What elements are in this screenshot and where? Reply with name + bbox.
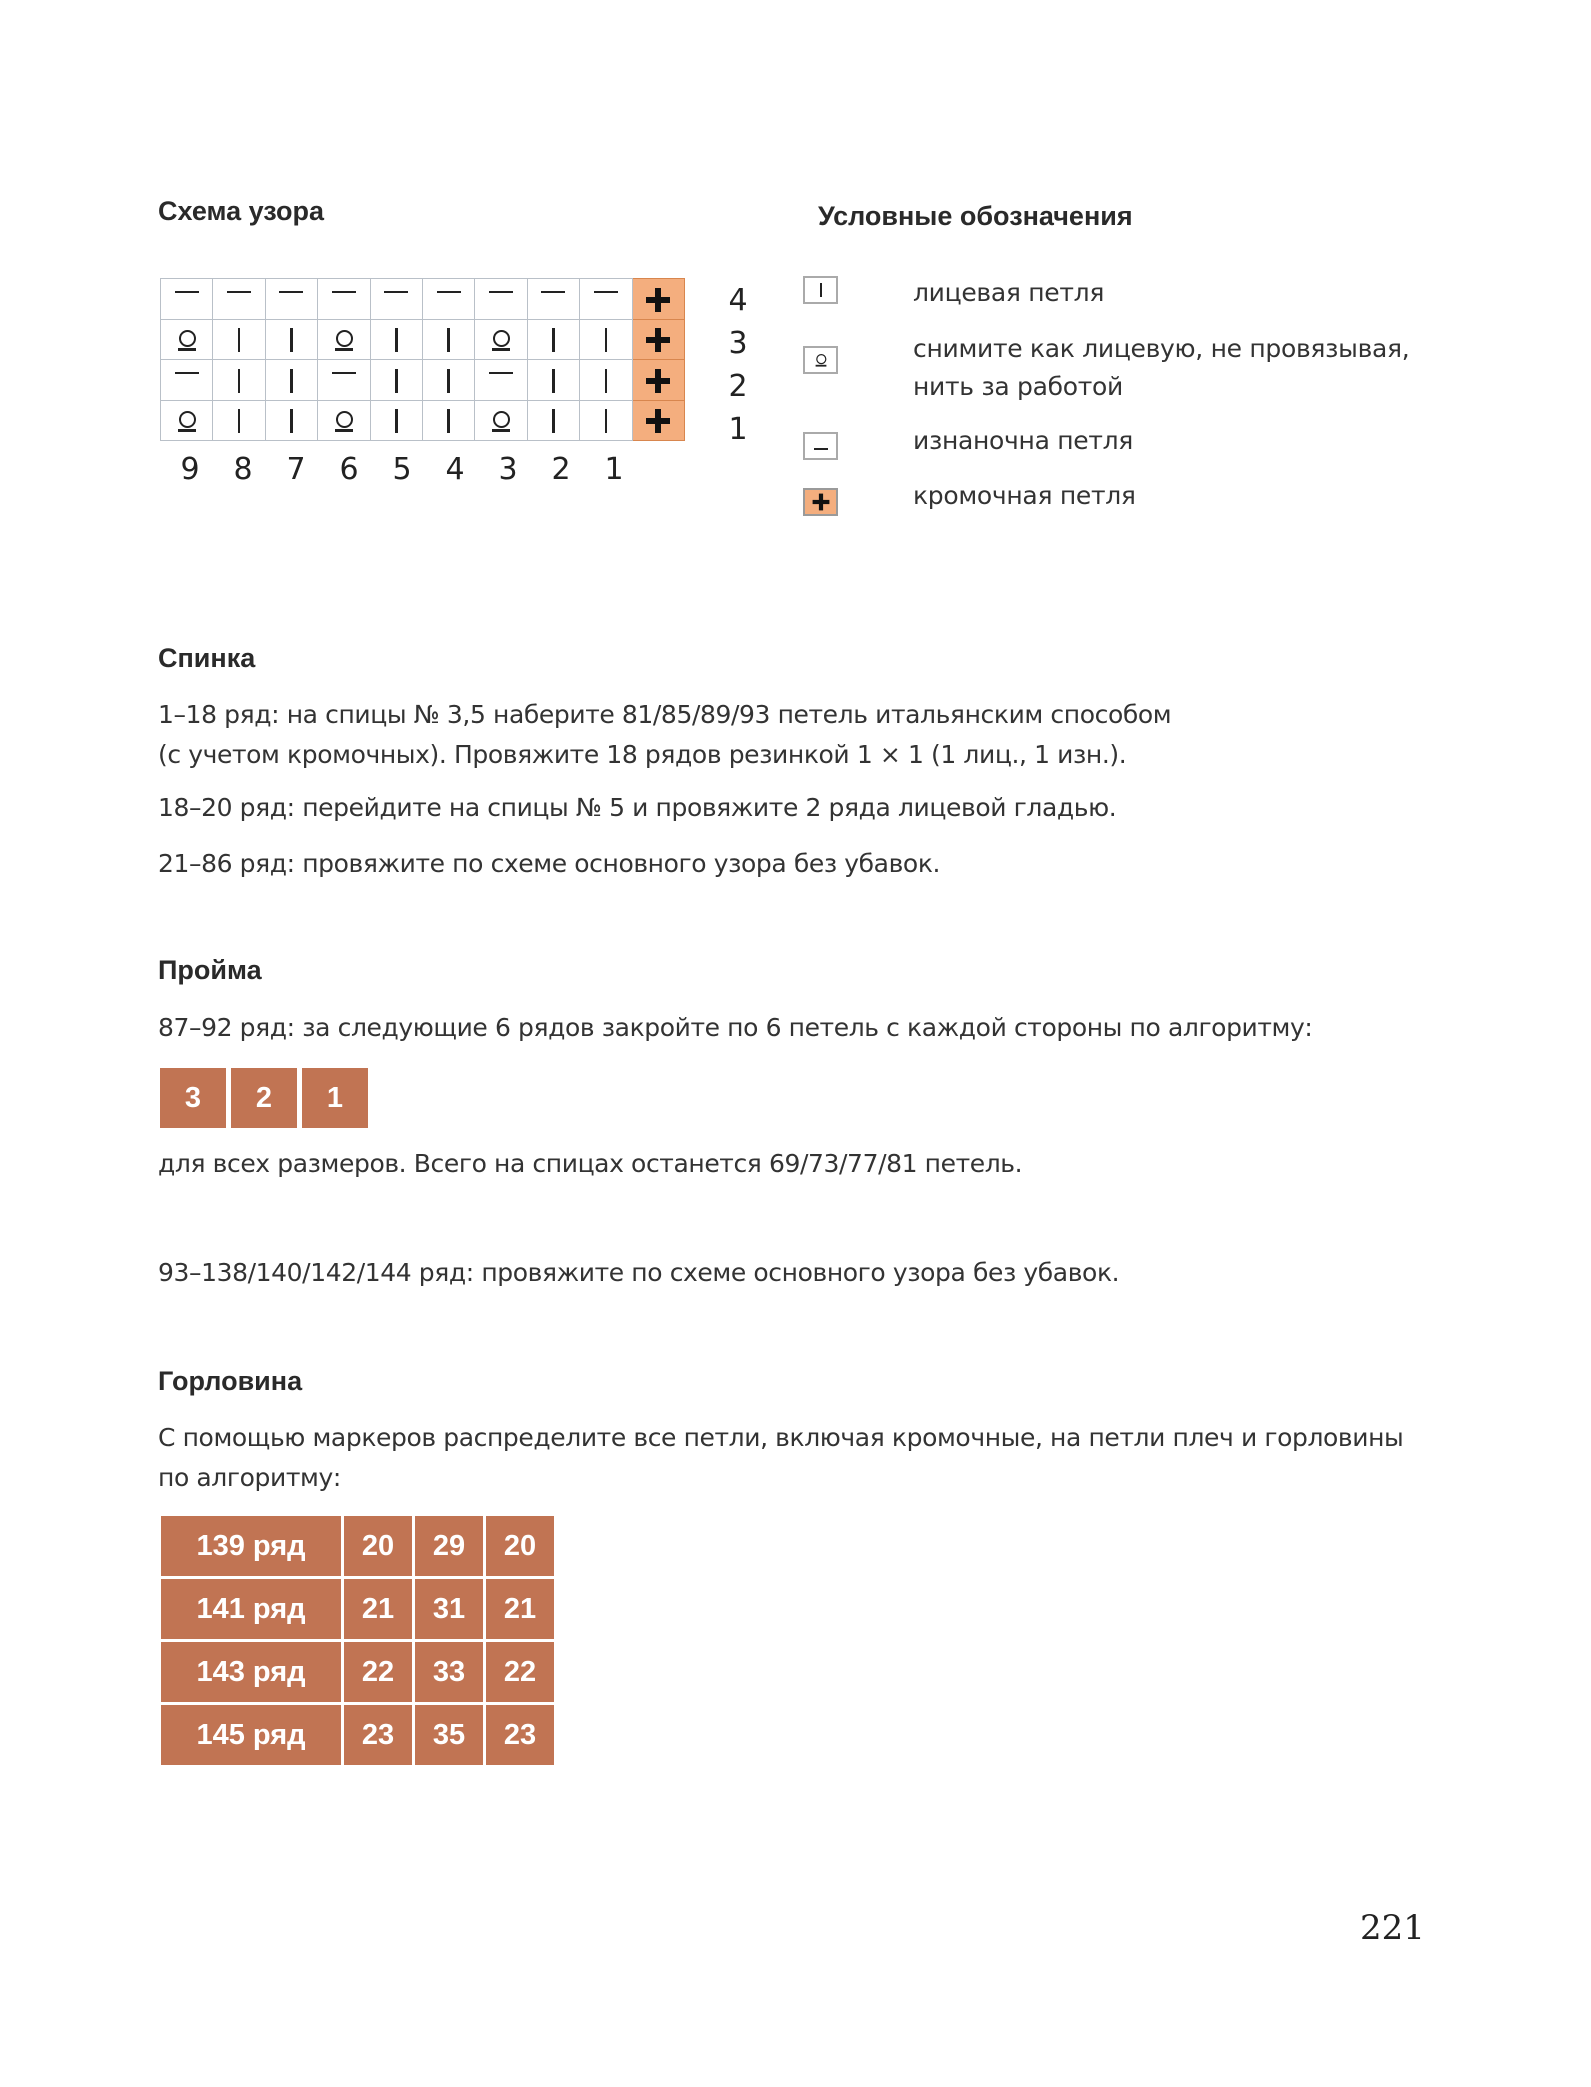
purl-stitch-icon	[489, 372, 513, 375]
slip-stitch-cell	[161, 319, 213, 360]
purl-stitch-cell	[475, 360, 527, 401]
armhole-paragraph-3: 93–138/140/142/144 ряд: провяжите по схеме основного узора без убавок.	[158, 1258, 1120, 1287]
table-cell: 21	[486, 1579, 554, 1639]
edge-stitch-cell	[632, 319, 684, 360]
chart-column-number: 2	[551, 452, 571, 487]
purl-stitch-cell	[527, 279, 579, 320]
knit-stitch-icon	[238, 409, 241, 433]
knit-stitch-icon	[605, 328, 608, 352]
table-cell: 35	[415, 1705, 483, 1765]
slip-stitch-icon	[492, 408, 510, 434]
knit-stitch-icon	[803, 276, 838, 304]
knit-stitch-icon	[605, 409, 608, 433]
chart-row	[161, 319, 685, 360]
purl-stitch-cell	[370, 279, 422, 320]
knit-stitch-cell	[527, 400, 579, 441]
table-cell: 31	[415, 1579, 483, 1639]
chart-column-number: 8	[233, 452, 253, 487]
knit-stitch-cell	[422, 319, 474, 360]
knit-stitch-cell	[213, 360, 265, 401]
armhole-section-title: Пройма	[158, 955, 262, 985]
table-cell: 22	[486, 1642, 554, 1702]
slip-stitch-icon	[335, 408, 353, 434]
knit-stitch-cell	[213, 400, 265, 441]
back-paragraph-2: 18–20 ряд: перейдите на спицы № 5 и провяжите 2 ряда лицевой гладью.	[158, 793, 1117, 822]
purl-stitch-icon	[332, 291, 356, 294]
knit-stitch-icon	[238, 369, 241, 393]
legend-slip-text-2: нить за работой	[913, 372, 1123, 401]
knit-stitch-icon	[552, 409, 555, 433]
neck-paragraph-line-2: по алгоритму:	[158, 1463, 341, 1492]
purl-stitch-icon	[803, 432, 838, 460]
knit-stitch-cell	[580, 360, 632, 401]
table-cell: 23	[486, 1705, 554, 1765]
edge-stitch-cell	[632, 400, 684, 441]
purl-stitch-icon	[384, 291, 408, 294]
armhole-paragraph-2: для всех размеров. Всего на спицах останется 69/73/77/81 петель.	[158, 1149, 1023, 1178]
table-row	[161, 1516, 554, 1576]
slip-stitch-cell	[475, 400, 527, 441]
chart-column-number: 9	[180, 452, 200, 487]
purl-stitch-cell	[475, 279, 527, 320]
edge-stitch-cell	[632, 279, 684, 320]
knit-stitch-icon	[605, 369, 608, 393]
slip-stitch-cell	[161, 400, 213, 441]
back-paragraph-1-line-1: 1–18 ряд: на спицы № 3,5 наберите 81/85/89/93 петель итальянским способом	[158, 700, 1172, 729]
legend-edge-text: кромочная петля	[913, 481, 1136, 510]
knit-stitch-cell	[370, 400, 422, 441]
knit-stitch-cell	[265, 400, 317, 441]
algorithm-box: 2	[231, 1068, 297, 1128]
knit-stitch-cell	[213, 319, 265, 360]
table-row	[161, 1579, 554, 1639]
table-cell: 21	[344, 1579, 412, 1639]
purl-stitch-icon	[437, 291, 461, 294]
slip-stitch-icon	[335, 327, 353, 353]
back-paragraph-1-line-2: (с учетом кромочных). Провяжите 18 рядов резинкой 1 × 1 (1 лиц., 1 изн.).	[158, 740, 1127, 769]
table-cell: 20	[344, 1516, 412, 1576]
purl-stitch-cell	[213, 279, 265, 320]
knit-stitch-icon	[395, 328, 398, 352]
knit-stitch-cell	[527, 319, 579, 360]
purl-stitch-cell	[318, 279, 370, 320]
legend-slip-text-1: снимите как лицевую, не провязывая,	[913, 334, 1410, 363]
knit-stitch-icon	[447, 369, 450, 393]
slip-stitch-icon	[803, 346, 838, 374]
back-section-title: Спинка	[158, 643, 256, 673]
purl-stitch-cell	[265, 279, 317, 320]
table-cell: 22	[344, 1642, 412, 1702]
chart-row-number: 4	[728, 283, 748, 318]
chart-row-number: 2	[728, 369, 748, 404]
slip-stitch-cell	[318, 400, 370, 441]
edge-stitch-cell	[632, 360, 684, 401]
chart-column-number: 4	[445, 452, 465, 487]
legend-title: Условные обозначения	[818, 201, 1133, 231]
edge-stitch-icon	[803, 488, 838, 516]
algorithm-box: 1	[302, 1068, 368, 1128]
table-row	[161, 1642, 554, 1702]
chart-row-number: 1	[728, 412, 748, 447]
purl-stitch-icon	[279, 291, 303, 294]
knit-stitch-icon	[552, 328, 555, 352]
armhole-paragraph-1: 87–92 ряд: за следующие 6 рядов закройте по 6 петель с каждой стороны по алгоритму:	[158, 1013, 1313, 1042]
knit-stitch-icon	[395, 369, 398, 393]
purl-stitch-cell	[422, 279, 474, 320]
chart-column-number: 3	[498, 452, 518, 487]
plus-icon	[646, 369, 670, 393]
knit-stitch-cell	[422, 400, 474, 441]
chart-row	[161, 279, 685, 320]
knit-stitch-cell	[580, 319, 632, 360]
chart-column-number: 5	[392, 452, 412, 487]
knit-stitch-cell	[370, 360, 422, 401]
knit-stitch-icon	[395, 409, 398, 433]
knit-stitch-icon	[552, 369, 555, 393]
chart-column-number: 1	[604, 452, 624, 487]
table-cell: 23	[344, 1705, 412, 1765]
knit-stitch-icon	[290, 369, 293, 393]
slip-stitch-icon	[178, 408, 196, 434]
table-cell: 29	[415, 1516, 483, 1576]
chart-title: Схема узора	[158, 196, 325, 226]
neck-algorithm-table	[158, 1513, 557, 1768]
knit-stitch-icon	[447, 409, 450, 433]
purl-stitch-icon	[227, 291, 251, 294]
purl-stitch-cell	[161, 360, 213, 401]
chart-row-number: 3	[728, 326, 748, 361]
plus-icon	[646, 288, 670, 312]
legend-knit-text: лицевая петля	[913, 278, 1105, 307]
table-row-label: 143 ряд	[161, 1642, 341, 1702]
back-paragraph-3: 21–86 ряд: провяжите по схеме основного узора без убавок.	[158, 849, 941, 878]
purl-stitch-cell	[580, 279, 632, 320]
knit-stitch-icon	[290, 328, 293, 352]
chart-row	[161, 400, 685, 441]
chart-column-number: 6	[339, 452, 359, 487]
purl-stitch-icon	[489, 291, 513, 294]
purl-stitch-icon	[541, 291, 565, 294]
purl-stitch-icon	[175, 372, 199, 375]
neck-paragraph-line-1: С помощью маркеров распределите все петли, включая кромочные, на петли плеч и горловины	[158, 1423, 1404, 1452]
knit-stitch-cell	[370, 319, 422, 360]
purl-stitch-icon	[332, 372, 356, 375]
legend-purl-text: изнаночна петля	[913, 426, 1134, 455]
plus-icon	[646, 328, 670, 352]
table-row-label: 141 ряд	[161, 1579, 341, 1639]
table-row-label: 139 ряд	[161, 1516, 341, 1576]
purl-stitch-icon	[594, 291, 618, 294]
pattern-chart	[160, 278, 685, 441]
plus-icon	[646, 409, 670, 433]
table-row	[161, 1705, 554, 1765]
table-row-label: 145 ряд	[161, 1705, 341, 1765]
slip-stitch-icon	[492, 327, 510, 353]
purl-stitch-cell	[161, 279, 213, 320]
purl-stitch-icon	[175, 291, 199, 294]
knit-stitch-icon	[290, 409, 293, 433]
knit-stitch-cell	[265, 319, 317, 360]
chart-row	[161, 360, 685, 401]
knit-stitch-cell	[527, 360, 579, 401]
slip-stitch-icon	[178, 327, 196, 353]
chart-column-number: 7	[286, 452, 306, 487]
slip-stitch-cell	[318, 319, 370, 360]
knit-stitch-cell	[422, 360, 474, 401]
knit-stitch-cell	[265, 360, 317, 401]
table-cell: 20	[486, 1516, 554, 1576]
purl-stitch-cell	[318, 360, 370, 401]
neck-section-title: Горловина	[158, 1366, 303, 1396]
algorithm-box: 3	[160, 1068, 226, 1128]
knit-stitch-icon	[238, 328, 241, 352]
page-number: 221	[1360, 1908, 1425, 1948]
knit-stitch-icon	[447, 328, 450, 352]
table-cell: 33	[415, 1642, 483, 1702]
slip-stitch-cell	[475, 319, 527, 360]
knit-stitch-cell	[580, 400, 632, 441]
